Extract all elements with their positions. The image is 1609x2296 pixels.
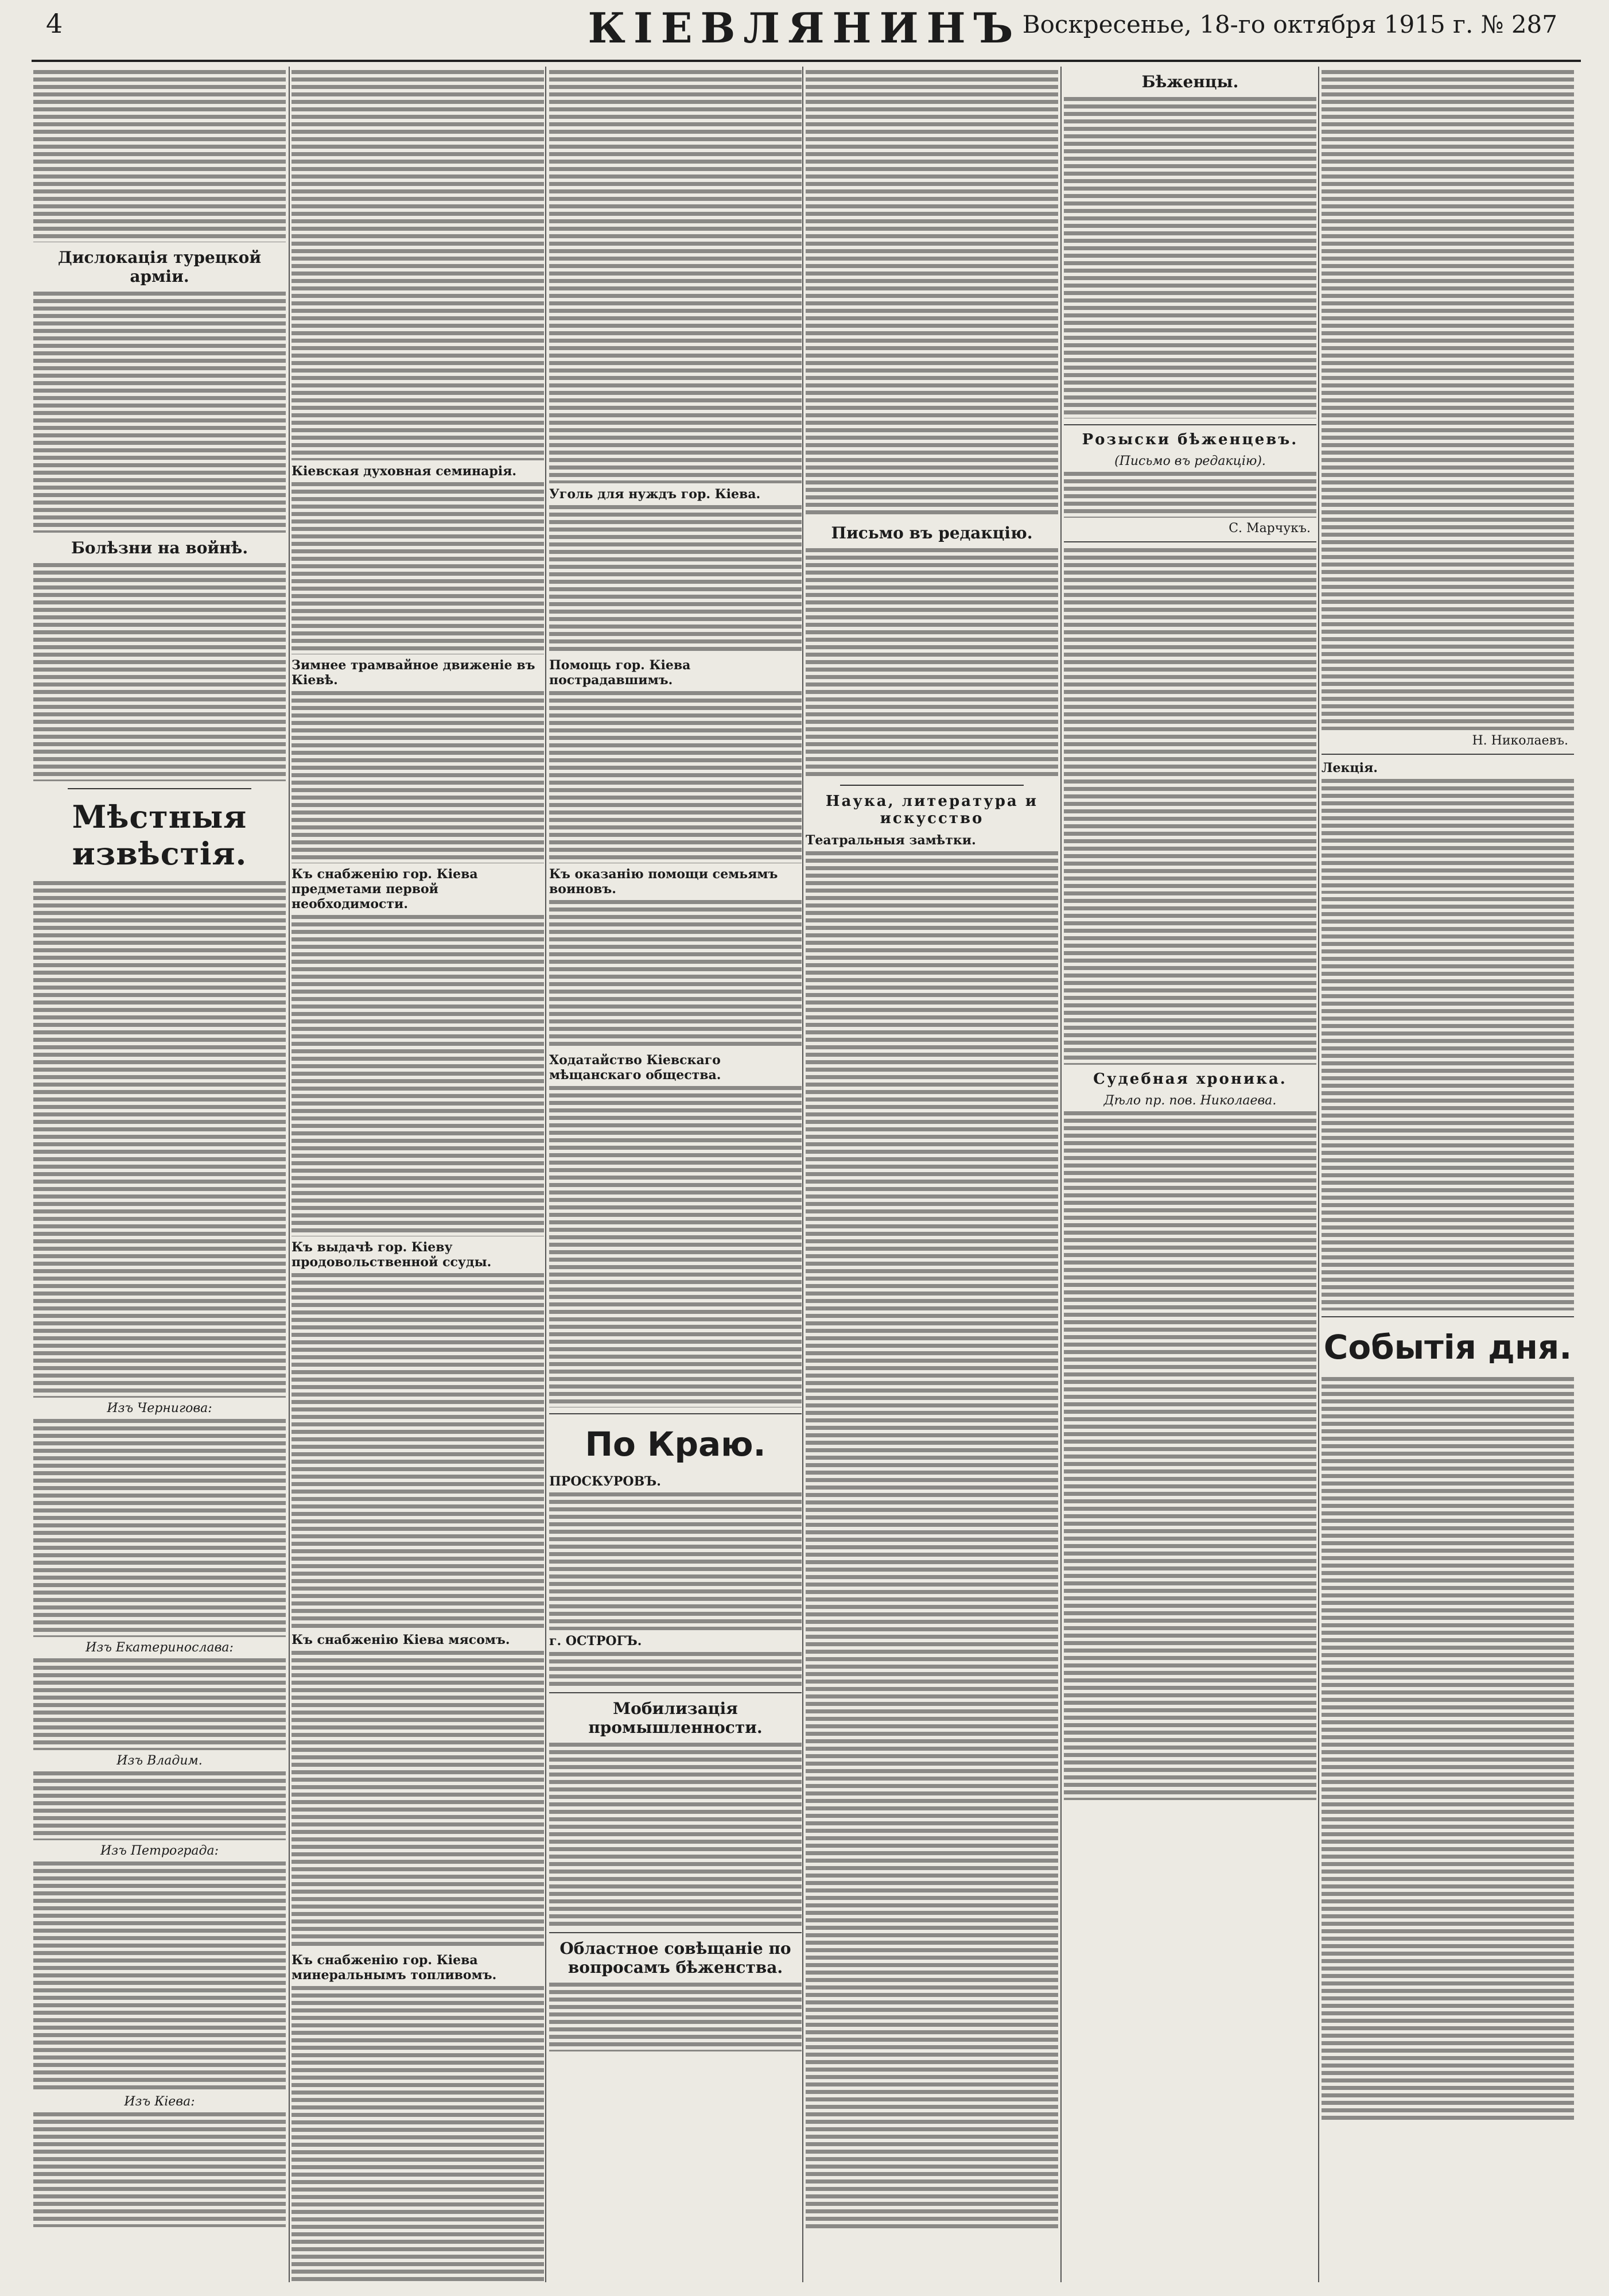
heading-local-news: Мѣстныя извѣстія. <box>72 798 247 872</box>
text-block <box>292 915 544 1236</box>
text-block <box>549 1743 802 1926</box>
text-block <box>1064 472 1316 518</box>
signature-marchuk: С. Марчукъ. <box>1229 521 1311 536</box>
section-rule <box>549 1932 802 1933</box>
text-block <box>549 900 802 1049</box>
page-header <box>0 0 1609 63</box>
section-rule <box>549 1413 802 1414</box>
para-loan: Къ выдачѣ гор. Кіеву продовольственной ссуды. <box>292 1240 492 1270</box>
column-3 <box>549 67 802 2282</box>
text-block <box>806 851 1058 2229</box>
text-block <box>292 482 544 654</box>
subheading-vladimir: Изъ Владим. <box>116 1754 203 1768</box>
heading-search-refugees: Розыски бѣженцевъ. <box>1082 431 1299 448</box>
text-block <box>292 70 544 460</box>
section-rule <box>1322 754 1574 755</box>
column-4 <box>806 67 1058 2282</box>
subheading-chernigov: Изъ Чернигова: <box>107 1401 212 1415</box>
text-block <box>292 1986 544 2282</box>
text-block <box>1322 779 1574 894</box>
column-2 <box>292 67 544 2282</box>
column-separator <box>545 67 546 2282</box>
text-block <box>33 881 286 1398</box>
section-rule <box>840 785 1024 786</box>
heading-war-diseases: Болѣзни на войнѣ. <box>71 538 248 557</box>
para-meat: Къ снабженію Кіева мясомъ. <box>292 1632 510 1647</box>
text-block <box>549 1652 802 1686</box>
text-block <box>33 1771 286 1840</box>
heading-around-region: По Краю. <box>585 1425 766 1464</box>
column-6 <box>1322 67 1574 2282</box>
heading-court: Судебная хроника. <box>1093 1071 1287 1088</box>
signature-nikolaev: Н. Николаевъ. <box>1472 734 1568 748</box>
para-theatre-notes: Театральныя замѣтки. <box>806 833 976 848</box>
text-block <box>1322 70 1574 730</box>
para-fuel: Къ снабженію гор. Кіева минеральнымъ топливомъ. <box>292 1953 497 1983</box>
text-block <box>1064 1111 1316 1800</box>
heading-mobilization: Мобилизація промышленности. <box>588 1699 763 1737</box>
column-5 <box>1064 67 1316 2282</box>
para-supply: Къ снабженію гор. Кіева предметами первой необходимости. <box>292 867 478 912</box>
heading-turkish-army: Дислокація турецкой арміи. <box>57 248 262 286</box>
para-lecture: Лекція. <box>1322 761 1378 775</box>
text-block <box>549 505 802 654</box>
heading-refugees: Бѣженцы. <box>1141 72 1239 91</box>
issue-date-line: Воскресенье, 18-го октября 1915 г. № 287 <box>1022 10 1557 38</box>
heading-science-art: Наука, литература и искусство <box>825 793 1039 827</box>
text-block <box>33 1419 286 1637</box>
text-block <box>33 292 286 533</box>
text-block <box>292 1651 544 1949</box>
text-block <box>549 70 802 483</box>
text-block <box>33 1861 286 2091</box>
para-tram: Зимнее трамвайное движеніе въ Кіевѣ. <box>292 658 535 688</box>
section-rule <box>68 788 251 789</box>
text-block <box>549 1983 802 2051</box>
text-block <box>292 1273 544 1629</box>
column-separator <box>289 67 290 2282</box>
para-spiritual-seminary: Кіевская духовная семинарія. <box>292 464 517 479</box>
subheading-kiev: Изъ Кіева: <box>124 2095 195 2109</box>
para-coal: Уголь для нуждъ гор. Кіева. <box>549 487 761 502</box>
subheading-court: Дѣло пр. пов. Николаева. <box>1103 1093 1277 1108</box>
column-1 <box>33 67 286 2282</box>
section-rule <box>1322 1316 1574 1317</box>
section-rule <box>1064 541 1316 542</box>
subheading-petrograd: Изъ Петрограда: <box>100 1844 219 1858</box>
text-block <box>1064 97 1316 418</box>
para-relief: Помощь гор. Кіева пострадавшимъ. <box>549 658 691 688</box>
heading-regional-meeting: Областное совѣщаніе по вопросамъ бѣженства. <box>559 1939 791 1977</box>
text-block <box>33 563 286 781</box>
para-petition: Ходатайство Кіевскаго мѣщанскаго общества. <box>549 1053 721 1083</box>
text-block <box>33 1658 286 1750</box>
text-block <box>1322 1377 1574 2123</box>
text-block <box>1322 897 1574 1310</box>
heading-letter: Письмо въ редакцію. <box>831 523 1033 542</box>
subheading-search-refugees: (Письмо въ редакцію). <box>1114 454 1266 468</box>
header-rule <box>32 60 1581 62</box>
place-proskurov: ПРОСКУРОВЪ. <box>549 1474 661 1489</box>
text-block <box>549 1492 802 1630</box>
column-separator <box>1318 67 1319 2282</box>
text-block <box>806 548 1058 778</box>
column-separator <box>1060 67 1062 2282</box>
text-block <box>549 691 802 863</box>
text-block <box>806 70 1058 518</box>
newspaper-title: КІЕВЛЯНИНЪ <box>588 3 1021 52</box>
text-block <box>33 70 286 242</box>
para-families: Къ оказанію помощи семьямъ воиновъ. <box>549 867 778 897</box>
subheading-ekaterinoslav: Изъ Екатеринослава: <box>85 1640 234 1655</box>
column-separator <box>802 67 803 2282</box>
heading-events-of-day: Событія дня. <box>1323 1328 1572 1367</box>
page-number: 4 <box>46 8 63 39</box>
text-block <box>549 1086 802 1407</box>
text-block <box>1064 548 1316 1065</box>
section-rule <box>549 1692 802 1693</box>
text-block <box>292 691 544 863</box>
place-ostrog: г. ОСТРОГЪ. <box>549 1634 642 1649</box>
section-rule <box>1064 424 1316 425</box>
text-block <box>33 2112 286 2227</box>
